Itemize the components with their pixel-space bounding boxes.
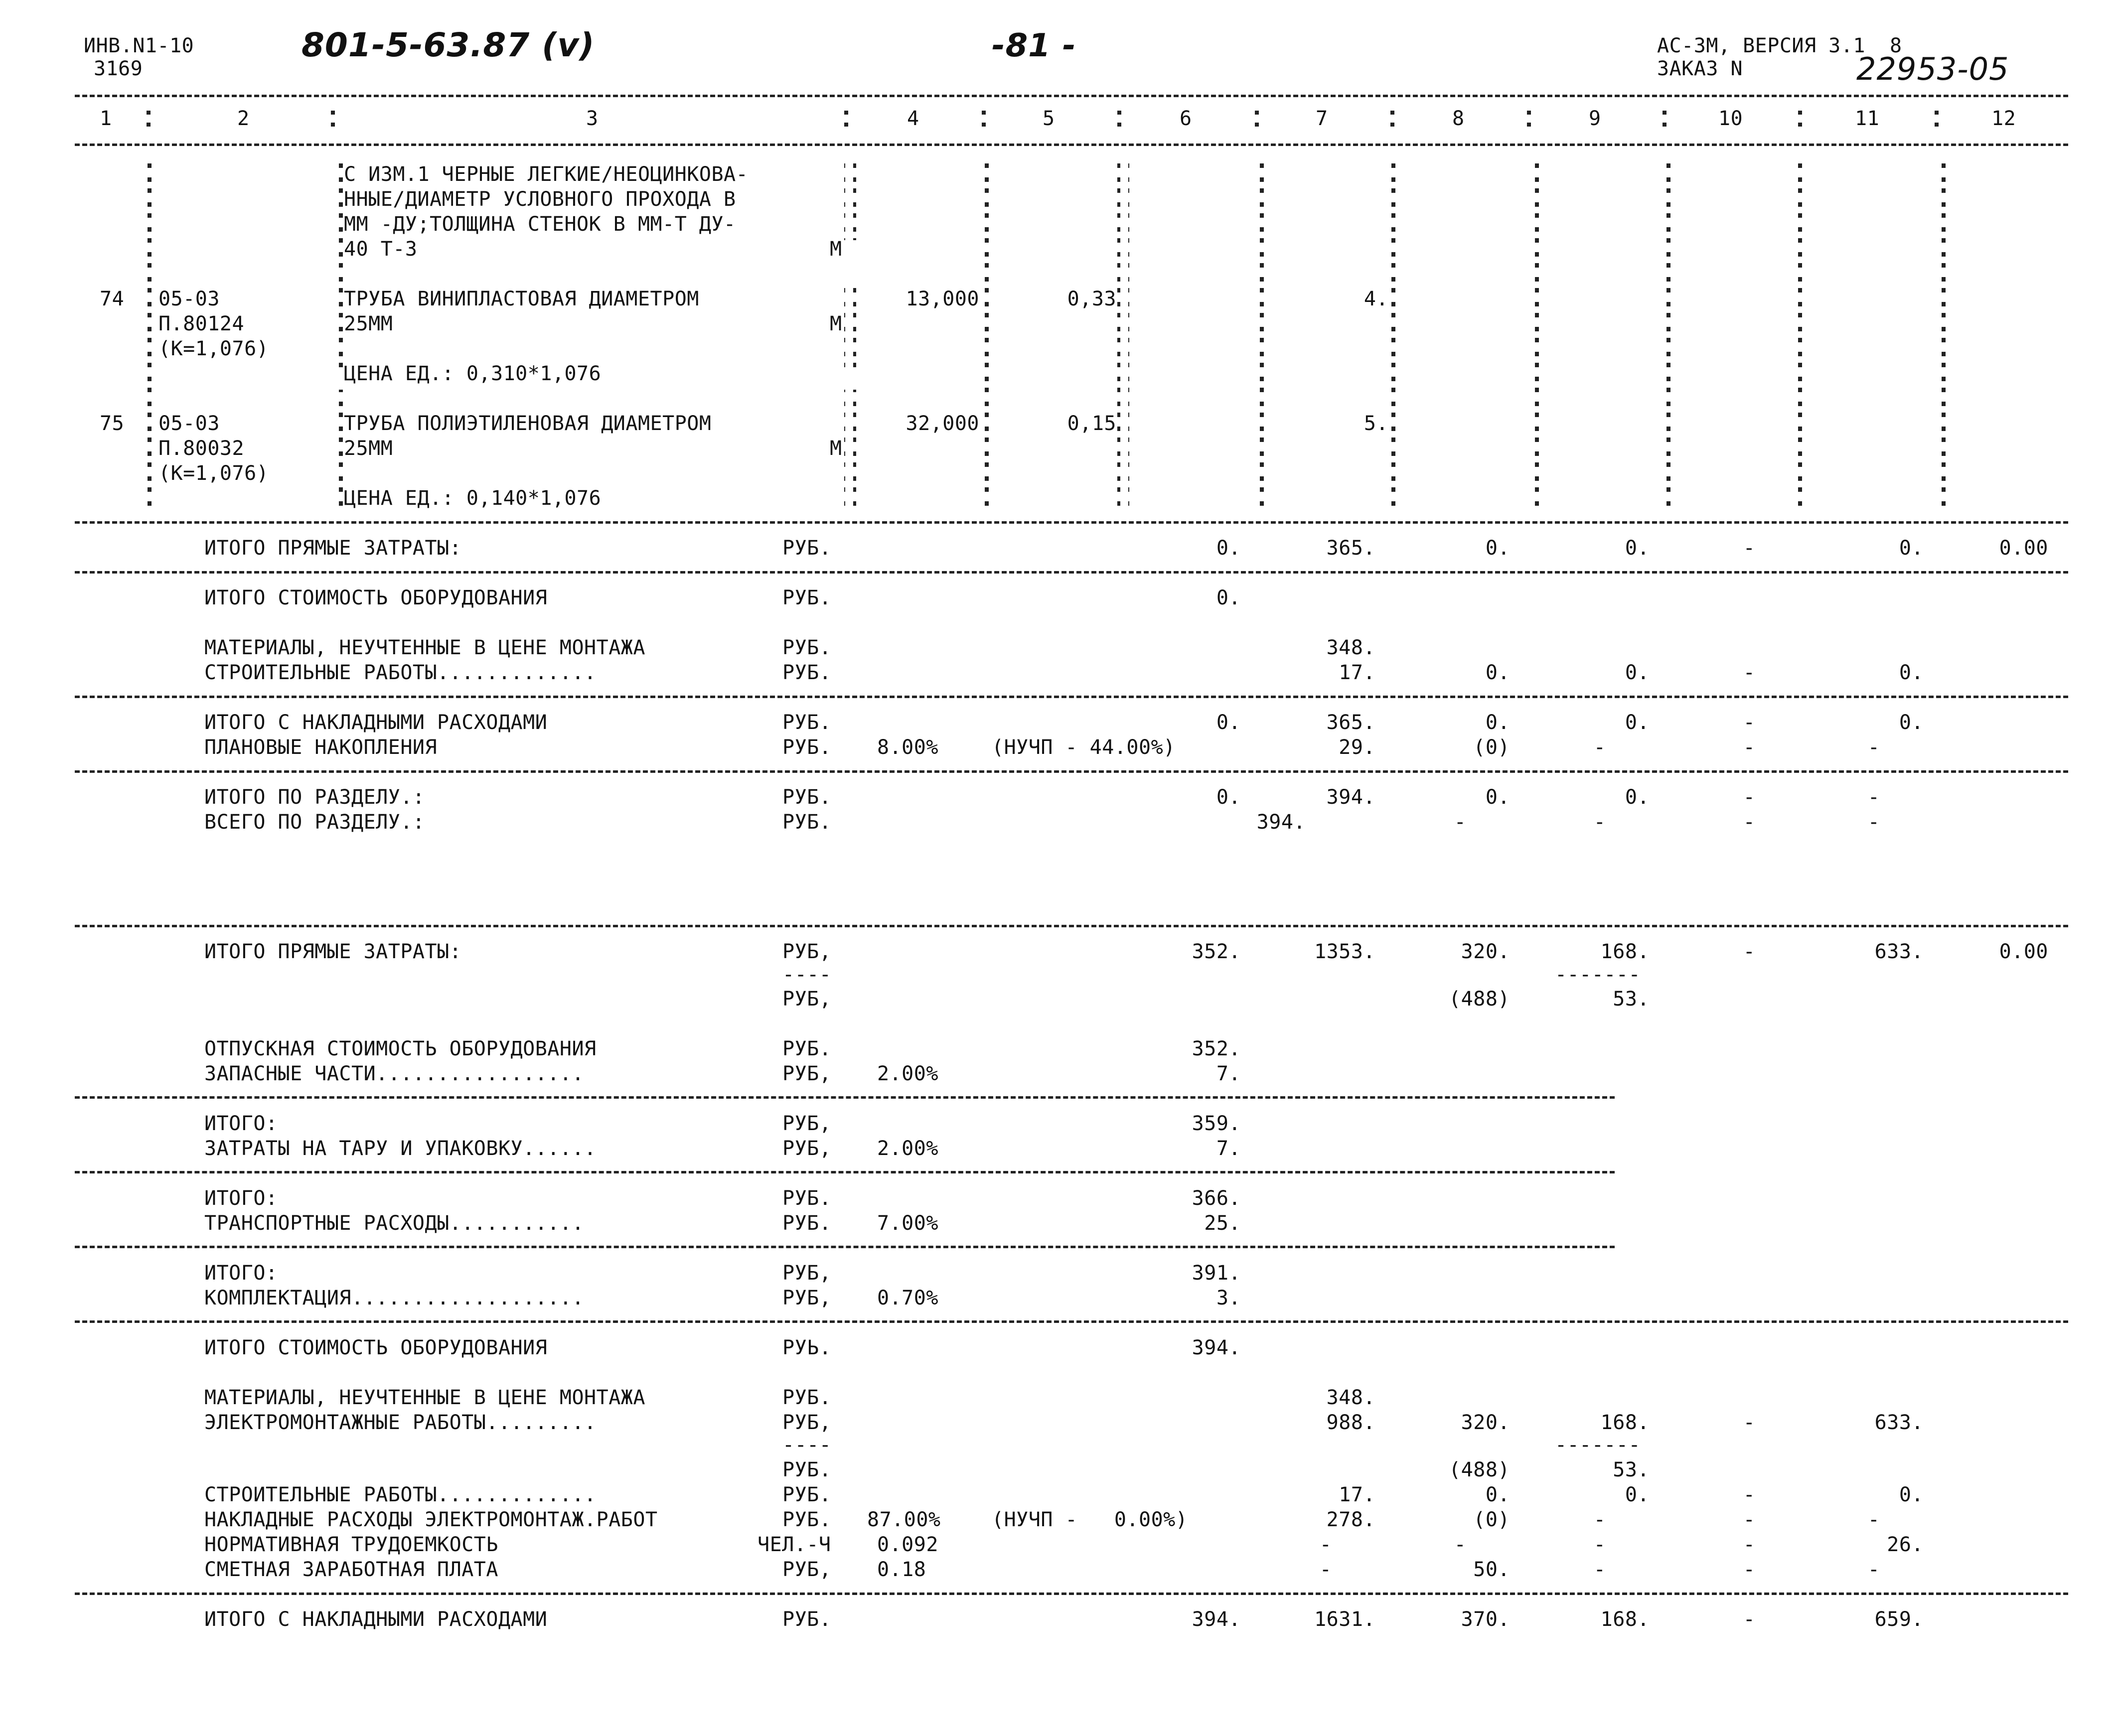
- row-currency: РУБ,: [782, 1287, 832, 1309]
- value-col10: -: [1743, 1608, 1756, 1631]
- row-label: ПЛАНОВЫЕ НАКОПЛЕНИЯ: [204, 736, 438, 759]
- value-col8: 0.: [1485, 661, 1510, 684]
- value-col10: -: [1743, 1483, 1756, 1506]
- value-col7: 348.: [1326, 636, 1375, 659]
- separator: [75, 696, 2068, 698]
- row-currency: РУБ.: [782, 636, 832, 659]
- row-unit: М: [830, 312, 842, 335]
- underline-dashes: ----: [782, 963, 832, 986]
- value-col7: 1353.: [1314, 940, 1375, 963]
- row-currency: РУБ.: [782, 661, 832, 684]
- value-col8: 320.: [1461, 1411, 1510, 1434]
- row-coef: (К=1,076): [158, 337, 269, 360]
- row-currency: РУБ,: [782, 1411, 832, 1434]
- value-col7: 278.: [1326, 1508, 1375, 1531]
- row-quantity: 32,000: [906, 412, 979, 435]
- row-currency: РУБ.: [782, 1212, 832, 1235]
- row-coef: (К=1,076): [158, 462, 269, 485]
- row-label: МАТЕРИАЛЫ, НЕУЧТЕННЫЕ В ЦЕНЕ МОНТАЖА: [204, 636, 645, 659]
- value-col11: -: [1867, 736, 1880, 759]
- value-col8: (0): [1473, 736, 1510, 759]
- value-col9: -: [1593, 1508, 1606, 1531]
- row-col7: 4.: [1363, 288, 1388, 310]
- row-currency: РУБ,: [782, 940, 832, 963]
- document-code: 801-5-63.87 (v): [302, 26, 595, 64]
- value-col6: 359.: [1192, 1112, 1241, 1135]
- col-header-10: 10: [1718, 107, 1743, 130]
- value-col6: 0.: [1216, 711, 1241, 734]
- row-desc-2: 25ММ: [344, 312, 393, 335]
- row-label: ИТОГО ПРЯМЫЕ ЗАТРАТЫ:: [204, 537, 462, 560]
- row-label: ИТОГО ПО РАЗДЕЛУ.:: [204, 786, 425, 809]
- carry-unit: М: [830, 238, 842, 261]
- value-col9: -: [1593, 1533, 1606, 1556]
- value-col6: 0.: [1216, 537, 1241, 560]
- value-col11: -: [1867, 786, 1880, 809]
- row-code: 05-03: [158, 288, 220, 310]
- row-label: МАТЕРИАЛЫ, НЕУЧТЕННЫЕ В ЦЕНЕ МОНТАЖА: [204, 1386, 645, 1409]
- value-col9: 53.: [1613, 988, 1650, 1011]
- value-col7: 29.: [1339, 736, 1375, 759]
- value-col11: 633.: [1874, 1411, 1924, 1434]
- row-currency: РУБ.: [782, 1483, 832, 1506]
- row-desc-2: 25ММ: [344, 437, 393, 460]
- row-label: ИТОГО:: [204, 1262, 278, 1285]
- order-label: ЗАКАЗ N: [1657, 57, 1743, 80]
- value-col6: 3.: [1216, 1287, 1241, 1309]
- row-label: ЗАПАСНЫЕ ЧАСТИ.................: [204, 1062, 585, 1085]
- value-col6: 0.: [1216, 786, 1241, 809]
- value-col11: 659.: [1874, 1608, 1924, 1631]
- row-currency: РУБ.: [782, 1187, 832, 1210]
- row-unit: М: [830, 437, 842, 460]
- row-price: 0,33: [1067, 288, 1116, 310]
- row-label: ИТОГО ПРЯМЫЕ ЗАТРАТЫ:: [204, 940, 462, 963]
- value-col6: 391.: [1192, 1262, 1241, 1285]
- row-label: ИТОГО С НАКЛАДНЫМИ РАСХОДАМИ: [204, 1608, 548, 1631]
- col-header-9: 9: [1589, 107, 1601, 130]
- row-currency: РУЬ.: [782, 1336, 832, 1359]
- carry-line-1: С ИЗМ.1 ЧЕРНЫЕ ЛЕГКИЕ/НЕОЦИНКОВА-: [344, 163, 749, 186]
- value-col9: 0.: [1625, 661, 1650, 684]
- row-percent: 7.00%: [877, 1212, 938, 1235]
- row-currency: РУБ.: [782, 811, 832, 834]
- value-col10: -: [1743, 537, 1756, 560]
- row-ref: П.80124: [158, 312, 245, 335]
- value-col8: 0.: [1485, 1483, 1510, 1506]
- row-label: ТРАНСПОРТНЫЕ РАСХОДЫ...........: [204, 1212, 585, 1235]
- separator: [75, 571, 2068, 574]
- row-label: СМЕТНАЯ ЗАРАБОТНАЯ ПЛАТА: [204, 1558, 498, 1581]
- value-col6: 394.: [1192, 1336, 1241, 1359]
- row-percent: 2.00%: [877, 1062, 938, 1085]
- value-col8: 370.: [1461, 1608, 1510, 1631]
- row-percent: 0.092: [877, 1533, 938, 1556]
- value-col9: 168.: [1600, 940, 1650, 963]
- value-col9: 168.: [1600, 1608, 1650, 1631]
- software-version: АС-3М, ВЕРСИЯ 3.1 8: [1657, 34, 1902, 57]
- row-col7: 5.: [1363, 412, 1388, 435]
- value-col9: 0.: [1625, 537, 1650, 560]
- value-col6: 25.: [1204, 1212, 1241, 1235]
- value-col6: 7.: [1216, 1062, 1241, 1085]
- value-grand: 394.: [1256, 811, 1306, 834]
- value-col11: 26.: [1887, 1533, 1924, 1556]
- row-desc-1: ТРУБА ВИНИПЛАСТОВАЯ ДИАМЕТРОМ: [344, 288, 699, 310]
- row-currency: РУБ.: [782, 1608, 832, 1631]
- row-code: 05-03: [158, 412, 220, 435]
- row-percent: 8.00%: [877, 736, 938, 759]
- value-col8: -: [1454, 811, 1467, 834]
- separator: [75, 1246, 1615, 1248]
- row-currency: РУБ.: [782, 586, 832, 609]
- row-desc-1: ТРУБА ПОЛИЭТИЛЕНОВАЯ ДИАМЕТРОМ: [344, 412, 712, 435]
- separator: [75, 1171, 1615, 1173]
- value-col8: (0): [1473, 1508, 1510, 1531]
- row-unit-price: ЦЕНА ЕД.: 0,310*1,076: [344, 362, 602, 385]
- value-col8: (488): [1449, 988, 1510, 1011]
- row-currency: РУБ.: [782, 736, 832, 759]
- row-currency: РУБ,: [782, 1558, 832, 1581]
- row-label: КОМПЛЕКТАЦИЯ...................: [204, 1287, 585, 1309]
- value-col8: 0.: [1485, 537, 1510, 560]
- row-label: НАКЛАДНЫЕ РАСХОДЫ ЭЛЕКТРОМОНТАЖ.РАБОТ: [204, 1508, 658, 1531]
- row-label: ИТОГО С НАКЛАДНЫМИ РАСХОДАМИ: [204, 711, 548, 734]
- col-header-4: 4: [907, 107, 919, 130]
- value-col7: -: [1319, 1533, 1332, 1556]
- value-col9: -: [1593, 811, 1606, 834]
- value-col10: -: [1743, 1411, 1756, 1434]
- column-colon-separators: [0, 0, 2119, 518]
- value-col11: 0.: [1899, 1483, 1924, 1506]
- row-currency: РУБ.: [782, 537, 832, 560]
- row-currency: РУБ.: [782, 711, 832, 734]
- col-header-3: 3: [586, 107, 599, 130]
- row-label: ЭЛЕКТРОМОНТАЖНЫЕ РАБОТЫ.........: [204, 1411, 597, 1434]
- underline-dashes: ----: [782, 1434, 832, 1456]
- row-percent: 87.00%: [867, 1508, 941, 1531]
- col-header-6: 6: [1180, 107, 1192, 130]
- value-col7: 365.: [1326, 711, 1375, 734]
- value-col7: 17.: [1339, 1483, 1375, 1506]
- row-unit-price: ЦЕНА ЕД.: 0,140*1,076: [344, 487, 602, 510]
- row-currency: РУБ,: [782, 1112, 832, 1135]
- value-col9: 0.: [1625, 786, 1650, 809]
- row-currency: РУБ.: [782, 1458, 832, 1481]
- value-col10: -: [1743, 1533, 1756, 1556]
- row-currency: ЧЕЛ.-Ч: [757, 1533, 831, 1556]
- separator: [75, 1096, 1615, 1099]
- value-col8: 320.: [1461, 940, 1510, 963]
- value-col8: (488): [1449, 1458, 1510, 1481]
- separator: [75, 521, 2068, 524]
- col-header-8: 8: [1452, 107, 1465, 130]
- row-label: ОТПУСКНАЯ СТОИМОСТЬ ОБОРУДОВАНИЯ: [204, 1037, 597, 1060]
- row-currency: РУБ,: [782, 988, 832, 1011]
- row-note: (НУЧП - 44.00%): [992, 736, 1176, 759]
- row-quantity: 13,000: [906, 288, 979, 310]
- value-col11: 0.: [1899, 711, 1924, 734]
- value-col7: 348.: [1326, 1386, 1375, 1409]
- row-currency: РУБ,: [782, 1262, 832, 1285]
- col-header-12: 12: [1991, 107, 2016, 130]
- separator: [75, 770, 2068, 773]
- value-col11: -: [1867, 1508, 1880, 1531]
- value-col6: 7.: [1216, 1137, 1241, 1160]
- carry-line-4: 40 Т-3: [344, 238, 418, 261]
- row-price: 0,15: [1067, 412, 1116, 435]
- value-col7: 394.: [1326, 786, 1375, 809]
- row-label: ЗАТРАТЫ НА ТАРУ И УПАКОВКУ......: [204, 1137, 597, 1160]
- value-col9: -: [1593, 736, 1606, 759]
- value-col10: -: [1743, 1558, 1756, 1581]
- row-label: СТРОИТЕЛЬНЫЕ РАБОТЫ.............: [204, 661, 597, 684]
- col-header-11: 11: [1855, 107, 1880, 130]
- row-percent: 0.18: [877, 1558, 926, 1581]
- value-col11: 0.: [1899, 661, 1924, 684]
- row-currency: РУБ,: [782, 1062, 832, 1085]
- separator: [75, 1320, 2068, 1323]
- value-col9: -: [1593, 1558, 1606, 1581]
- page-number: -81 -: [992, 27, 1076, 64]
- value-col7: 988.: [1326, 1411, 1375, 1434]
- row-label: НОРМАТИВНАЯ ТРУДОЕМКОСТЬ: [204, 1533, 498, 1556]
- row-number: 74: [100, 288, 125, 310]
- value-col6: 0.: [1216, 586, 1241, 609]
- value-col8: 50.: [1473, 1558, 1510, 1581]
- value-col7: 17.: [1339, 661, 1375, 684]
- value-col6: 394.: [1192, 1608, 1241, 1631]
- value-col9: 53.: [1613, 1458, 1650, 1481]
- separator: [75, 1592, 2068, 1595]
- value-col6: 352.: [1192, 1037, 1241, 1060]
- value-col10: -: [1743, 940, 1756, 963]
- underline-dashes: -------: [1555, 1434, 1641, 1456]
- row-currency: РУБ.: [782, 1037, 832, 1060]
- row-percent: 0.70%: [877, 1287, 938, 1309]
- row-currency: РУБ,: [782, 1137, 832, 1160]
- value-col11: 0.: [1899, 537, 1924, 560]
- value-col12: 0.00: [1999, 940, 2048, 963]
- value-col8: -: [1454, 1533, 1467, 1556]
- value-col10: -: [1743, 811, 1756, 834]
- underline-dashes: -------: [1555, 963, 1641, 986]
- order-number: 22953-05: [1856, 51, 2009, 87]
- value-col6: 366.: [1192, 1187, 1241, 1210]
- value-col7: 1631.: [1314, 1608, 1375, 1631]
- row-note: (НУЧП - 0.00%): [992, 1508, 1188, 1531]
- value-col11: -: [1867, 811, 1880, 834]
- value-col10: -: [1743, 786, 1756, 809]
- row-label: ИТОГО:: [204, 1187, 278, 1210]
- carry-line-2: ННЫЕ/ДИАМЕТР УСЛОВНОГО ПРОХОДА В: [344, 188, 736, 211]
- value-col10: -: [1743, 736, 1756, 759]
- col-header-2: 2: [237, 107, 250, 130]
- row-label: ИТОГО:: [204, 1112, 278, 1135]
- value-col12: 0.00: [1999, 537, 2048, 560]
- value-col9: 0.: [1625, 1483, 1650, 1506]
- row-ref: П.80032: [158, 437, 245, 460]
- row-number: 75: [100, 412, 125, 435]
- col-header-1: 1: [100, 107, 112, 130]
- row-percent: 2.00%: [877, 1137, 938, 1160]
- row-currency: РУБ.: [782, 786, 832, 809]
- row-currency: РУБ.: [782, 1386, 832, 1409]
- value-col8: 0.: [1485, 786, 1510, 809]
- separator: [75, 925, 2068, 927]
- value-col10: -: [1743, 661, 1756, 684]
- value-col10: -: [1743, 711, 1756, 734]
- row-label: ИТОГО СТОИМОСТЬ ОБОРУДОВАНИЯ: [204, 586, 548, 609]
- value-col7: 365.: [1326, 537, 1375, 560]
- value-col11: 633.: [1874, 940, 1924, 963]
- value-col11: -: [1867, 1558, 1880, 1581]
- inventory-number: ИНВ.N1-10: [84, 34, 194, 57]
- col-header-5: 5: [1043, 107, 1055, 130]
- row-label: СТРОИТЕЛЬНЫЕ РАБОТЫ.............: [204, 1483, 597, 1506]
- col-header-7: 7: [1316, 107, 1328, 130]
- value-col10: -: [1743, 1508, 1756, 1531]
- value-col8: 0.: [1485, 711, 1510, 734]
- inventory-sub-number: 3169: [94, 57, 143, 80]
- carry-line-3: ММ -ДУ;ТОЛЩИНА СТЕНОК В ММ-Т ДУ-: [344, 213, 736, 236]
- value-col7: -: [1319, 1558, 1332, 1581]
- value-col9: 0.: [1625, 711, 1650, 734]
- row-label: ИТОГО СТОИМОСТЬ ОБОРУДОВАНИЯ: [204, 1336, 548, 1359]
- row-currency: РУБ.: [782, 1508, 832, 1531]
- row-label: ВСЕГО ПО РАЗДЕЛУ.:: [204, 811, 425, 834]
- value-col6: 352.: [1192, 940, 1241, 963]
- value-col9: 168.: [1600, 1411, 1650, 1434]
